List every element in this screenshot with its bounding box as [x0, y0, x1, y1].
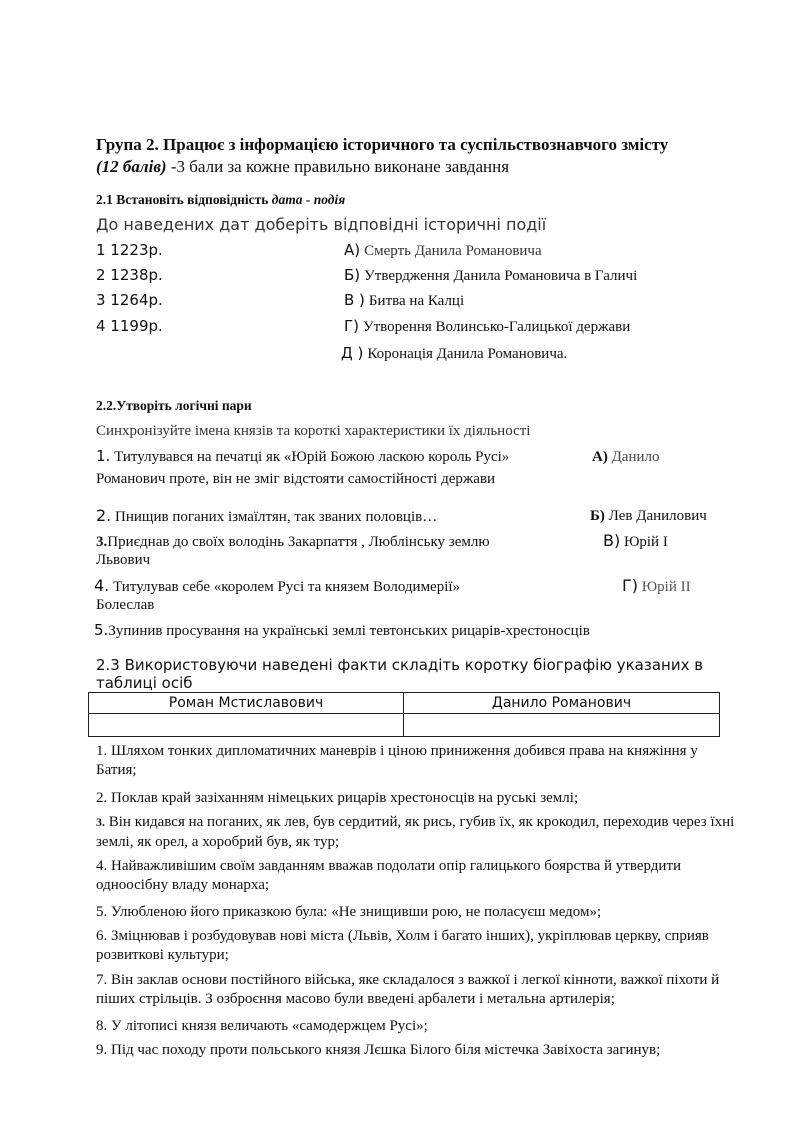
- pair-item-2: [96, 506, 437, 526]
- task2-heading: 2.2.Утворіть логічні пари: [96, 398, 252, 413]
- fact-7: 7. Він заклав основи постійного війська, яке складалося з важкої і легкої кінноти, важкої піхоти й піших стрільців. З озброєння масово були введені арбалети і метальна артилерія;: [96, 972, 720, 1007]
- fact-1: 1. Шляхом тонких дипломатичних маневрів і ціною приниження добився права на княжіння у Батия;: [96, 743, 698, 778]
- date-2: 2 1238р.: [96, 266, 163, 284]
- event-c-letter: В ): [344, 291, 365, 309]
- pair-item-3: [96, 533, 490, 551]
- prince-c: [603, 531, 668, 551]
- event-c-text: Битва на Калці: [368, 293, 465, 309]
- pair-item-5: [94, 621, 590, 640]
- prince-a-text: Данило: [607, 449, 660, 465]
- event-c: [344, 291, 464, 310]
- group-points: (12 балів): [96, 157, 167, 176]
- table-cell-roman[interactable]: [89, 714, 404, 737]
- pair-item-5-num: 5.: [94, 621, 109, 639]
- group-points-line: [96, 157, 509, 177]
- pair-item-4-num: 4.: [94, 576, 110, 595]
- pair-item-5-text: Зупинив просування на українські землі тевтонських рицарів-хрестоносців: [108, 623, 590, 639]
- date-4: 4 1199р.: [96, 317, 163, 335]
- pair-item-4-text: Титулував себе «королем Русі та князем Володимерії»: [109, 579, 461, 595]
- pair-item-3-text: Приєднав до своїх володінь Закарпаття , Люблінську землю: [107, 534, 490, 550]
- prince-d-cont: Болеслав: [96, 597, 155, 613]
- date-1: 1 1223р.: [96, 241, 163, 259]
- event-a-letter: А): [344, 241, 361, 259]
- fact-9: 9. Під час походу проти польського князя Лєшка Білого біля містечка Завіхоста загинув;: [96, 1042, 661, 1058]
- prince-b-text: Лев Данилович: [604, 508, 707, 524]
- prince-b-letter: Б): [590, 508, 605, 524]
- pair-item-2-num: 2.: [96, 506, 112, 525]
- pair-item-2-text: Пнищив поганих ізмаїлтян, так званих половців…: [111, 509, 438, 525]
- event-a: [344, 241, 542, 260]
- task1-heading: [96, 192, 345, 208]
- task1-heading-text: 2.1 Встановіть відповідність: [96, 192, 272, 207]
- event-d: [344, 317, 630, 336]
- prince-d-letter: Г): [622, 576, 638, 595]
- table-cell-danylo[interactable]: [404, 714, 720, 737]
- table-row: [89, 714, 720, 737]
- event-e-letter: Д ): [341, 344, 364, 362]
- pair-item-4: [94, 576, 460, 596]
- prince-c-text: Юрій І: [620, 534, 668, 550]
- table-header-danylo: Данило Романович: [404, 693, 720, 714]
- pair-item-3-num: 3.: [96, 534, 108, 550]
- fact-2: 2. Поклав край зазіханням німецьких рицарів хрестоносців на руські землі;: [96, 790, 579, 806]
- event-d-letter: Г): [344, 317, 359, 335]
- pair-item-1: [96, 447, 509, 466]
- prince-a: [592, 448, 660, 466]
- fact-5: 5. Улюбленою його приказкою була: «Не знищивши рою, не поласуєш медом»;: [96, 904, 602, 920]
- event-b: [344, 266, 637, 285]
- event-b-text: Утвердження Данила Романовича в Галичі: [364, 268, 638, 284]
- event-a-text: Смерть Данила Романовича: [364, 243, 542, 259]
- prince-a-letter: А): [592, 449, 608, 465]
- fact-3-num: 3.: [96, 815, 105, 829]
- fact-6: 6. Зміцнював і розбудовував нові міста (Львів, Холм і багато інших), укріплював церкву, сприяв розвиткові культури;: [96, 928, 709, 963]
- task2-instruction: Синхронізуйте імена князів та короткі характеристики їх діяльності: [96, 423, 531, 439]
- prince-a-cont: Романович проте, він не зміг відстояти самостійності держави: [96, 471, 496, 487]
- task3-heading: 2.3 Використовуючи наведені факти складіть коротку біографію указаних в таблиці осіб: [96, 656, 704, 692]
- fact-4: 4. Найважливішим своїм завданням вважав подолати опір галицького боярства й утвердити одноосібну владу монарха;: [96, 858, 682, 893]
- event-d-text: Утворення Волинсько-Галицької держави: [363, 319, 631, 335]
- event-e: [341, 344, 567, 363]
- prince-c-cont: Львович: [96, 552, 151, 568]
- prince-d-text: Юрій ІІ: [638, 579, 691, 595]
- prince-d: [622, 576, 691, 596]
- table-row: [89, 693, 720, 714]
- event-b-letter: Б): [344, 266, 361, 284]
- fact-3-text: Він кидався на поганих, як лев, був сердитий, як рись, губив їх, як крокодил, переходив через їхні землі, як орел, а хоробрий був, як тур;: [96, 814, 735, 850]
- biography-table: [88, 692, 720, 737]
- pair-item-1-text: Титулувався на печатці як «Юрій Божою ласкою король Русі»: [110, 449, 510, 465]
- fact-3: [96, 812, 736, 852]
- table-header-roman: Роман Мстиславович: [89, 693, 404, 714]
- event-e-text: Коронація Данила Романовича.: [367, 346, 568, 362]
- fact-8: 8. У літописі князя величають «самодержцем Русі»;: [96, 1018, 428, 1034]
- date-3: 3 1264р.: [96, 291, 163, 309]
- prince-b: [590, 507, 707, 525]
- prince-c-letter: В): [603, 531, 621, 550]
- pair-item-1-num: 1.: [96, 447, 111, 465]
- group-title: Група 2. Працює з інформацією історичного та суспільствознавчого змісту: [96, 135, 669, 154]
- task1-heading-italic: дата - подія: [271, 192, 346, 207]
- task1-instruction: До наведених дат доберіть відповідні історичні події: [96, 215, 547, 234]
- group-points-note: -3 бали за кожне правильно виконане завдання: [166, 157, 510, 176]
